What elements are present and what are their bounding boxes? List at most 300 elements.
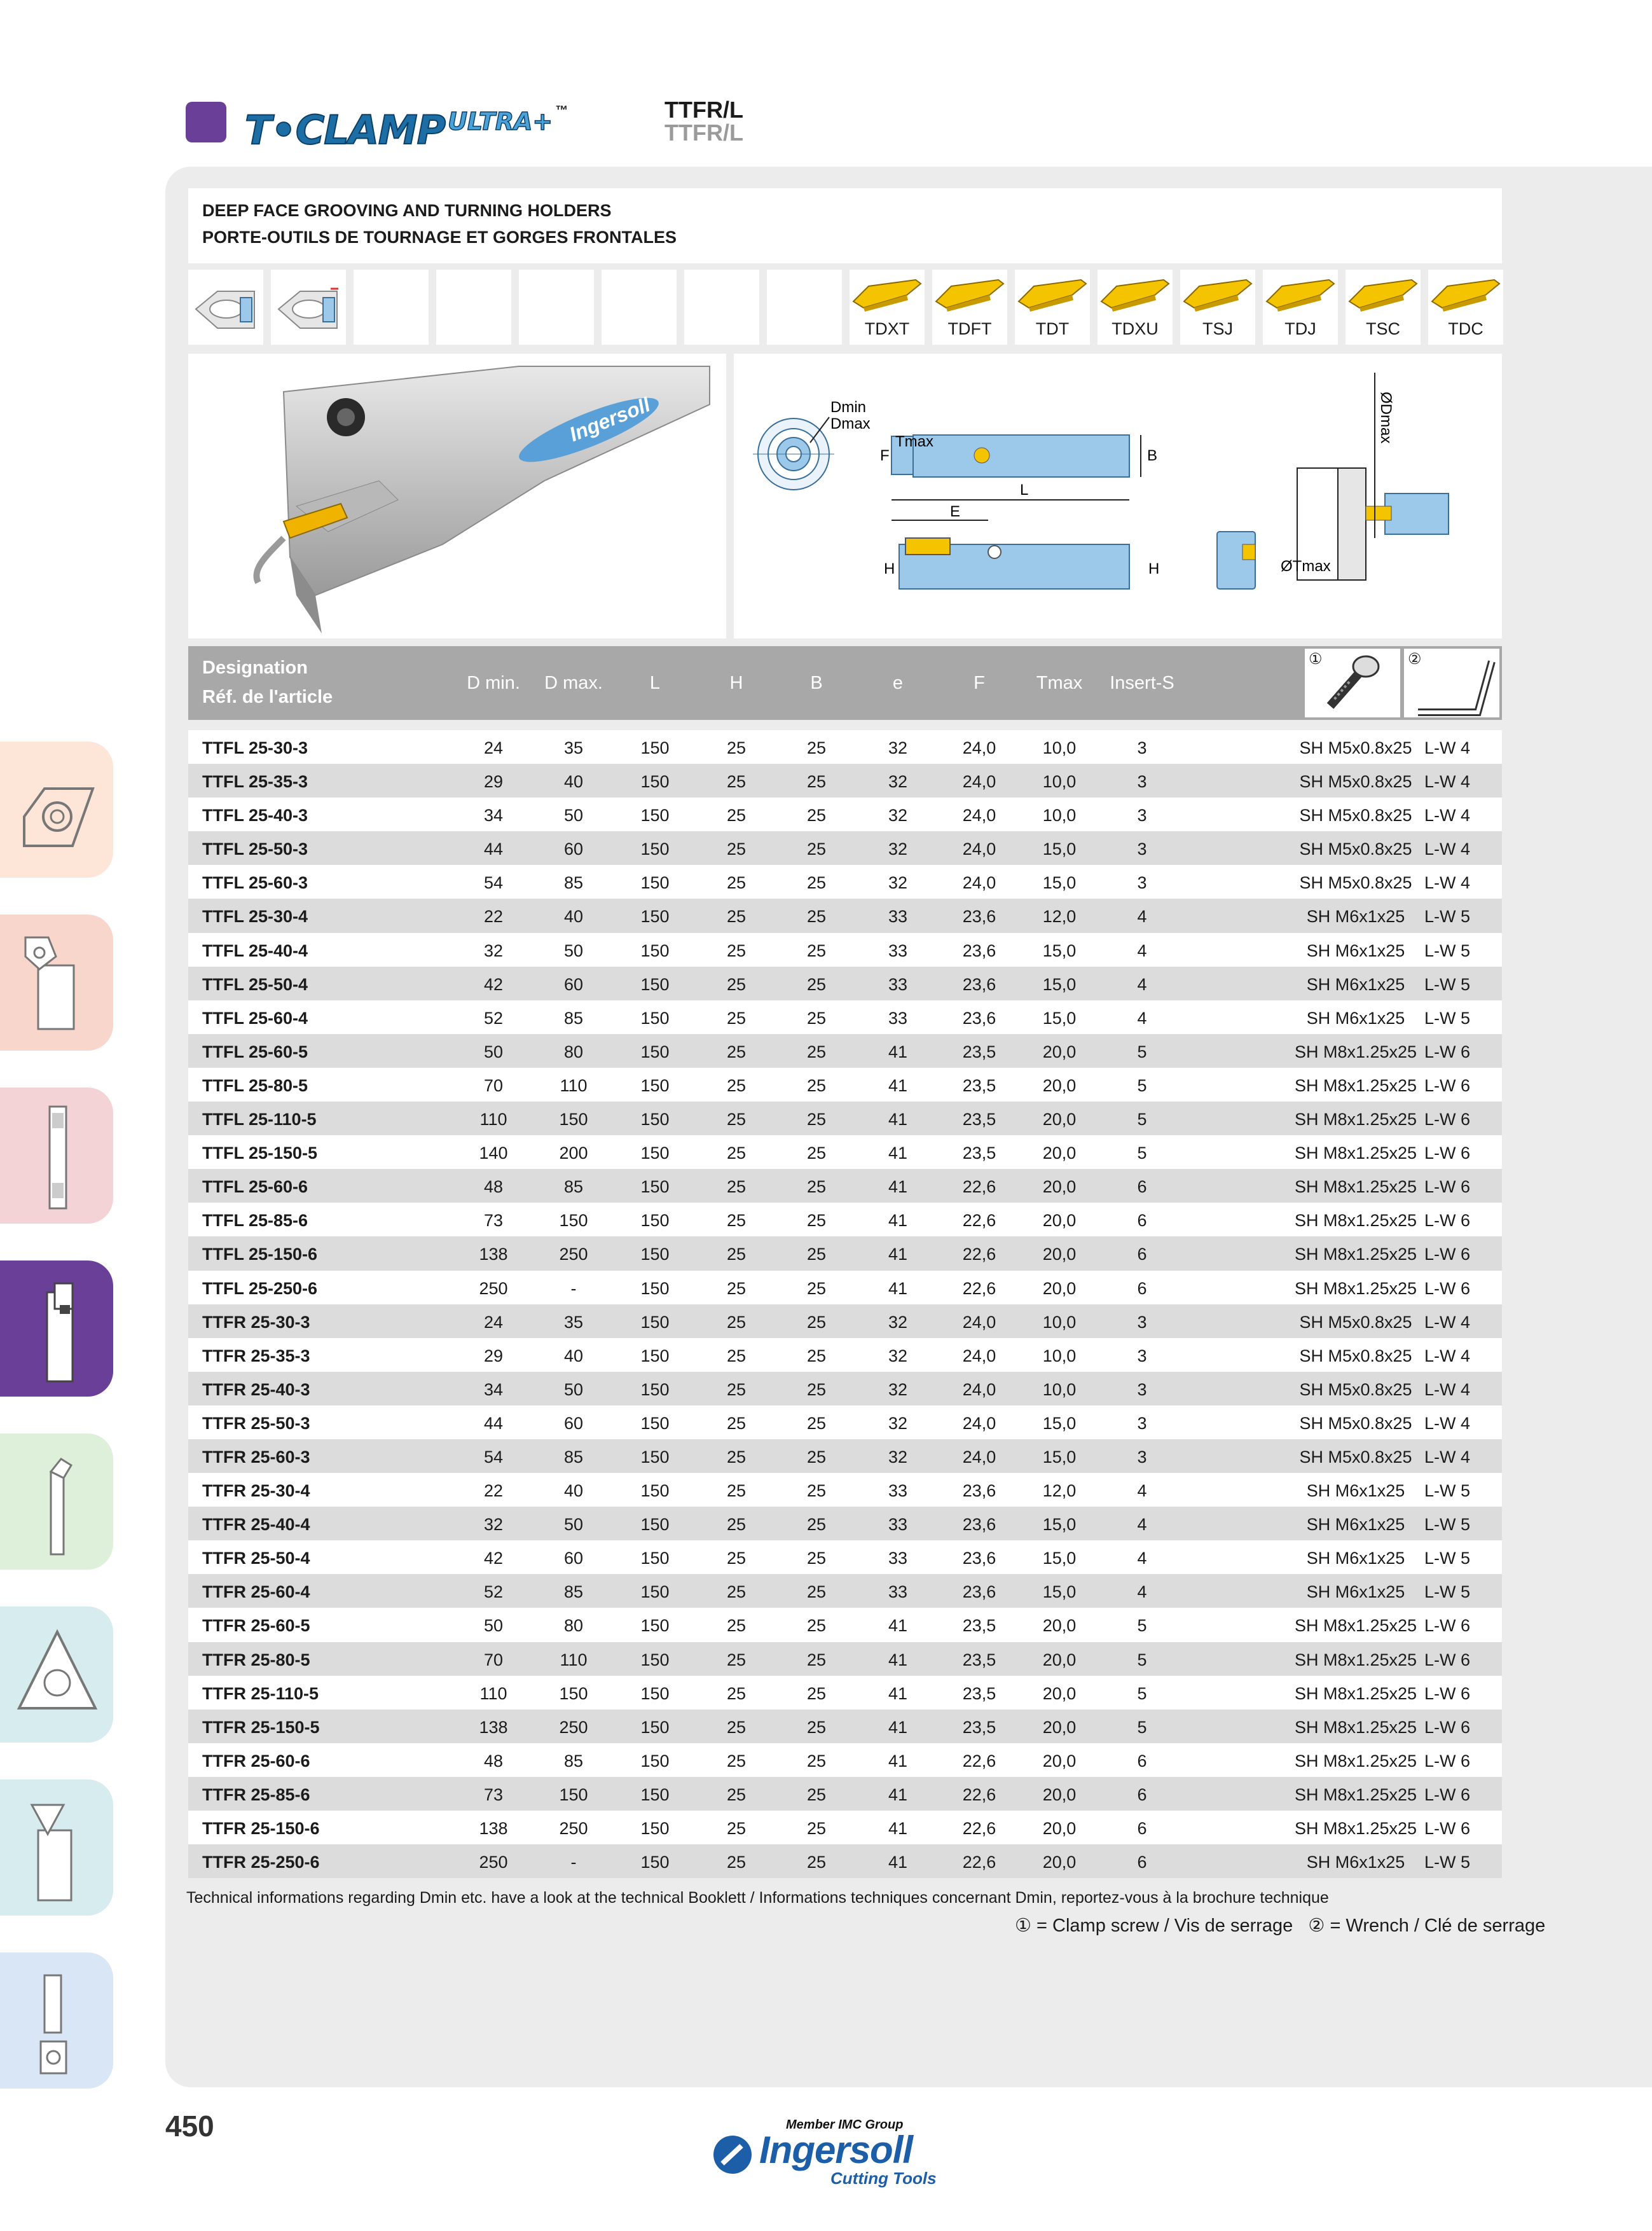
column-header: e <box>892 673 904 693</box>
title-english: DEEP FACE GROOVING AND TURNING HOLDERS <box>202 201 612 220</box>
cell-tmax: 20,0 <box>1042 1650 1077 1669</box>
cell-clamp-screw: SH M8x1.25x25 <box>1294 1683 1417 1703</box>
cell-h: 25 <box>726 941 747 960</box>
cell-h: 25 <box>726 839 747 859</box>
cell-d-max: 250 <box>559 1245 588 1264</box>
cell-tmax: 20,0 <box>1042 1751 1077 1771</box>
product-code-line1: TTFR/L <box>664 97 743 123</box>
table-row <box>188 764 1502 798</box>
cell-designation: TTFR 25-35-3 <box>202 1346 310 1365</box>
cell-l: 150 <box>640 1008 670 1028</box>
wrench-header <box>1404 649 1499 717</box>
cell-d-max: 85 <box>563 1447 584 1467</box>
blank-cell <box>767 270 842 345</box>
cell-wrench: L-W 6 <box>1424 1042 1471 1061</box>
tab-parting-blades[interactable] <box>0 1088 113 1224</box>
tab-threading-inserts[interactable] <box>0 1606 113 1743</box>
cell-insert-s: 6 <box>1137 1819 1147 1838</box>
cell-l: 150 <box>640 1075 670 1095</box>
table-row <box>188 1068 1502 1102</box>
cell-f: 22,6 <box>962 1278 996 1298</box>
product-photo <box>188 354 726 639</box>
cell-clamp-screw: SH M8x1.25x25 <box>1294 1143 1417 1163</box>
cell-f: 24,0 <box>962 772 996 792</box>
table-row <box>188 967 1502 1000</box>
cell-tmax: 15,0 <box>1042 1413 1077 1433</box>
cell-insert-s: 5 <box>1137 1143 1147 1163</box>
milling-tool-icon <box>0 1952 113 2089</box>
column-header: B <box>810 673 823 693</box>
insert-type-tdxt[interactable] <box>850 270 925 345</box>
table-row <box>188 1777 1502 1811</box>
cell-clamp-screw: SH M8x1.25x25 <box>1294 1278 1417 1298</box>
table-row <box>188 1608 1502 1641</box>
insert-type-tsj[interactable] <box>1180 270 1255 345</box>
cell-wrench: L-W 6 <box>1424 1751 1471 1771</box>
table-row <box>188 1304 1502 1338</box>
threading-insert-icon <box>0 1606 113 1743</box>
cell-l: 150 <box>640 1042 670 1061</box>
cell-b: 25 <box>806 1143 827 1163</box>
insert-shape-icon <box>1098 270 1173 321</box>
cell-e: 32 <box>888 772 908 792</box>
cell-insert-s: 6 <box>1137 1177 1147 1197</box>
label-od-max: ØDmax <box>1377 392 1394 444</box>
cell-e: 33 <box>888 1008 908 1028</box>
cell-clamp-screw: SH M8x1.25x25 <box>1294 1785 1417 1804</box>
tab-milling[interactable] <box>0 1952 113 2089</box>
header-designation: Designation <box>202 658 308 678</box>
cell-tmax: 15,0 <box>1042 1447 1077 1467</box>
cell-l: 150 <box>640 1549 670 1568</box>
cell-h: 25 <box>726 1582 747 1602</box>
cell-e: 33 <box>888 974 908 994</box>
blank-cell <box>684 270 759 345</box>
cell-wrench: L-W 6 <box>1424 1683 1471 1703</box>
cell-d-max: 60 <box>563 1549 584 1568</box>
cell-insert-s: 3 <box>1137 1413 1147 1433</box>
cell-e: 32 <box>888 1413 908 1433</box>
cell-insert-s: 4 <box>1137 1549 1147 1568</box>
cell-h: 25 <box>726 1143 747 1163</box>
insert-type-tdc[interactable] <box>1428 270 1503 345</box>
column-header: H <box>729 673 743 693</box>
cell-l: 150 <box>640 1751 670 1771</box>
column-header: L <box>649 673 661 693</box>
cell-b: 25 <box>806 1278 827 1298</box>
cell-wrench: L-W 4 <box>1424 1346 1471 1365</box>
cell-tmax: 10,0 <box>1042 1312 1077 1332</box>
dimension-drawing <box>734 354 1502 639</box>
cell-tmax: 20,0 <box>1042 1177 1077 1197</box>
cell-l: 150 <box>640 1582 670 1602</box>
cell-insert-s: 6 <box>1137 1245 1147 1264</box>
table-row <box>188 1236 1502 1270</box>
insert-shape-icon <box>1015 270 1090 321</box>
cell-d-min: 52 <box>483 1008 504 1028</box>
cell-f: 24,0 <box>962 738 996 757</box>
cell-wrench: L-W 6 <box>1424 1650 1471 1669</box>
cell-tmax: 15,0 <box>1042 941 1077 960</box>
cell-clamp-screw: SH M8x1.25x25 <box>1294 1110 1417 1129</box>
product-code-line2: TTFR/L <box>664 120 743 146</box>
logo-name: Ingersoll <box>759 2129 913 2171</box>
cell-tmax: 15,0 <box>1042 1008 1077 1028</box>
cell-d-max: 85 <box>563 1177 584 1197</box>
cell-clamp-screw: SH M8x1.25x25 <box>1294 1717 1417 1737</box>
table-row <box>188 1271 1502 1304</box>
technical-note: Technical informations regarding Dmin etc. have a look at the technical Booklett / Informations techniques concernant Dmin, reportez-vous à la brochure technique <box>186 1889 1329 1907</box>
cell-h: 25 <box>726 1616 747 1636</box>
cell-designation: TTFL 25-60-4 <box>202 1008 308 1028</box>
cell-f: 22,6 <box>962 1819 996 1838</box>
blank-cell <box>602 270 677 345</box>
cell-d-max: 150 <box>559 1683 588 1703</box>
cell-f: 23,6 <box>962 1515 996 1535</box>
cell-b: 25 <box>806 1245 827 1264</box>
cell-f: 23,6 <box>962 1582 996 1602</box>
cell-insert-s: 3 <box>1137 738 1147 757</box>
insert-label: TDXU <box>1112 319 1159 338</box>
cell-wrench: L-W 4 <box>1424 1413 1471 1433</box>
cell-e: 41 <box>888 1650 908 1669</box>
cell-wrench: L-W 6 <box>1424 1110 1471 1129</box>
cell-wrench: L-W 4 <box>1424 1447 1471 1467</box>
table-row <box>188 1574 1502 1608</box>
cell-insert-s: 3 <box>1137 873 1147 893</box>
insert-type-tdt[interactable] <box>1015 270 1090 345</box>
cell-d-min: 50 <box>483 1616 504 1636</box>
cell-e: 33 <box>888 1549 908 1568</box>
cell-l: 150 <box>640 1616 670 1636</box>
cell-d-min: 32 <box>483 941 504 960</box>
cell-designation: TTFR 25-250-6 <box>202 1853 320 1872</box>
cell-d-max: 110 <box>560 1650 588 1669</box>
table-row <box>188 1203 1502 1236</box>
insert-label: TDFT <box>947 319 992 338</box>
cell-b: 25 <box>806 772 827 792</box>
cell-f: 24,0 <box>962 839 996 859</box>
tab-turning-inserts[interactable] <box>0 742 113 878</box>
cell-insert-s: 5 <box>1137 1042 1147 1061</box>
cell-clamp-screw: SH M8x1.25x25 <box>1294 1042 1417 1061</box>
cell-d-max: 60 <box>563 974 584 994</box>
cell-designation: TTFL 25-40-4 <box>202 941 308 960</box>
cell-wrench: L-W 5 <box>1424 1515 1471 1535</box>
cell-b: 25 <box>806 1549 827 1568</box>
label-e: E <box>950 503 961 520</box>
cell-e: 41 <box>888 1616 908 1636</box>
label-dmin: Dmin <box>830 399 867 416</box>
cell-d-min: 138 <box>479 1819 508 1838</box>
cell-b: 25 <box>806 1515 827 1535</box>
cell-insert-s: 5 <box>1137 1650 1147 1669</box>
cell-d-min: 110 <box>479 1110 507 1129</box>
cell-insert-s: 5 <box>1137 1683 1147 1703</box>
cell-clamp-screw: SH M8x1.25x25 <box>1294 1245 1417 1264</box>
label-f: F <box>880 447 890 464</box>
cell-d-min: 24 <box>483 1312 504 1332</box>
cell-tmax: 15,0 <box>1042 1515 1077 1535</box>
cell-b: 25 <box>806 1110 827 1129</box>
cell-d-max: 35 <box>563 738 584 757</box>
cell-d-min: 44 <box>483 839 504 859</box>
table-row <box>188 831 1502 865</box>
cell-l: 150 <box>640 1413 670 1433</box>
insert-type-tdft[interactable] <box>932 270 1007 345</box>
cell-b: 25 <box>806 1177 827 1197</box>
cell-insert-s: 6 <box>1137 1211 1147 1231</box>
cell-f: 23,5 <box>962 1042 996 1061</box>
accessory-legend: ① = Clamp screw / Vis de serrage ② = Wrench / Clé de serrage <box>1015 1916 1546 1936</box>
cell-clamp-screw: SH M8x1.25x25 <box>1294 1650 1417 1669</box>
cell-tmax: 20,0 <box>1042 1278 1077 1298</box>
tab-turning-holders[interactable] <box>0 915 113 1051</box>
cell-designation: TTFL 25-50-3 <box>202 839 308 859</box>
cell-clamp-screw: SH M5x0.8x25 <box>1299 1447 1412 1467</box>
cell-b: 25 <box>806 806 827 825</box>
cell-l: 150 <box>640 1683 670 1703</box>
table-row <box>188 1642 1502 1676</box>
cell-insert-s: 4 <box>1137 907 1147 927</box>
cell-h: 25 <box>726 1075 747 1095</box>
cell-tmax: 10,0 <box>1042 738 1077 757</box>
cell-clamp-screw: SH M6x1x25 <box>1306 974 1405 994</box>
title-box <box>188 188 1502 263</box>
insert-type-tsc[interactable] <box>1346 270 1421 345</box>
cell-l: 150 <box>640 1278 670 1298</box>
cell-l: 150 <box>640 974 670 994</box>
table-row <box>188 899 1502 932</box>
cell-e: 41 <box>888 1785 908 1804</box>
tab-boring[interactable] <box>0 1433 113 1570</box>
blank-cell <box>436 270 511 345</box>
blade-icon <box>0 1088 113 1224</box>
insert-label: TDC <box>1448 319 1483 338</box>
cell-designation: TTFR 25-80-5 <box>202 1650 310 1669</box>
cell-b: 25 <box>806 1616 827 1636</box>
cell-insert-s: 6 <box>1137 1785 1147 1804</box>
cell-wrench: L-W 6 <box>1424 1211 1471 1231</box>
cell-f: 23,5 <box>962 1683 996 1703</box>
label-h-right: H <box>1148 560 1160 577</box>
cell-d-min: 22 <box>483 907 504 927</box>
cell-d-max: 150 <box>559 1785 588 1804</box>
cell-designation: TTFL 25-40-3 <box>202 806 308 825</box>
cell-designation: TTFR 25-40-3 <box>202 1379 310 1399</box>
cell-d-max: 80 <box>563 1616 584 1636</box>
cell-d-min: 42 <box>483 974 504 994</box>
cell-wrench: L-W 5 <box>1424 941 1471 960</box>
cell-b: 25 <box>806 1413 827 1433</box>
cell-b: 25 <box>806 1650 827 1669</box>
insert-shape-icon <box>1346 270 1421 321</box>
cell-clamp-screw: SH M6x1x25 <box>1306 1008 1405 1028</box>
holder-photo-illustration <box>188 354 726 639</box>
cell-d-max: 200 <box>559 1143 588 1163</box>
cell-wrench: L-W 5 <box>1424 1481 1471 1501</box>
clamp-screw-header <box>1305 649 1400 717</box>
cell-wrench: L-W 4 <box>1424 772 1471 792</box>
cell-d-max: 80 <box>563 1042 584 1061</box>
tab-grooving-active[interactable] <box>0 1261 113 1397</box>
cell-d-min: 70 <box>483 1075 504 1095</box>
cell-b: 25 <box>806 1481 827 1501</box>
cell-e: 32 <box>888 1379 908 1399</box>
column-header: D max. <box>544 673 603 693</box>
cell-designation: TTFL 25-150-5 <box>202 1143 318 1163</box>
cell-clamp-screw: SH M8x1.25x25 <box>1294 1616 1417 1636</box>
cell-h: 25 <box>726 1717 747 1737</box>
cell-h: 25 <box>726 1042 747 1061</box>
face-turning-icon <box>271 270 346 345</box>
cell-h: 25 <box>726 873 747 893</box>
cell-h: 25 <box>726 1650 747 1669</box>
label-tmax: Tmax <box>895 433 933 450</box>
cell-d-min: 24 <box>483 738 504 757</box>
cell-designation: TTFR 25-150-6 <box>202 1819 320 1838</box>
cell-insert-s: 5 <box>1137 1075 1147 1095</box>
cell-d-max: 60 <box>563 1413 584 1433</box>
cell-d-min: 32 <box>483 1515 504 1535</box>
table-row <box>188 1811 1502 1844</box>
cell-e: 41 <box>888 1853 908 1872</box>
cell-clamp-screw: SH M8x1.25x25 <box>1294 1819 1417 1838</box>
cell-f: 23,6 <box>962 907 996 927</box>
boring-bar-icon <box>0 1433 113 1570</box>
label-l: L <box>1020 481 1029 499</box>
cell-e: 32 <box>888 1312 908 1332</box>
cell-e: 41 <box>888 1683 908 1703</box>
table-row <box>188 1338 1502 1372</box>
cell-tmax: 15,0 <box>1042 1582 1077 1602</box>
cell-d-max: 40 <box>563 907 584 927</box>
cell-h: 25 <box>726 1481 747 1501</box>
table-row <box>188 865 1502 899</box>
cell-d-min: 44 <box>483 1413 504 1433</box>
cell-b: 25 <box>806 1312 827 1332</box>
cell-e: 41 <box>888 1819 908 1838</box>
insert-shape-icon <box>850 270 925 321</box>
cell-b: 25 <box>806 1075 827 1095</box>
cell-tmax: 20,0 <box>1042 1819 1077 1838</box>
product-code <box>664 99 743 144</box>
label-ot-max: ØTmax <box>1281 558 1331 575</box>
table-row <box>188 798 1502 831</box>
cell-e: 41 <box>888 1751 908 1771</box>
cell-f: 22,6 <box>962 1751 996 1771</box>
cell-clamp-screw: SH M8x1.25x25 <box>1294 1751 1417 1771</box>
cell-d-max: 250 <box>559 1819 588 1838</box>
cell-l: 150 <box>640 1785 670 1804</box>
cell-e: 33 <box>888 1515 908 1535</box>
cell-h: 25 <box>726 1110 747 1129</box>
cell-tmax: 20,0 <box>1042 1075 1077 1095</box>
cell-designation: TTFR 25-60-4 <box>202 1582 310 1602</box>
cell-d-min: 52 <box>483 1582 504 1602</box>
cell-f: 23,5 <box>962 1717 996 1737</box>
cell-d-max: 40 <box>563 772 584 792</box>
cell-h: 25 <box>726 1683 747 1703</box>
cell-wrench: L-W 4 <box>1424 806 1471 825</box>
cell-d-min: 54 <box>483 1447 504 1467</box>
tab-threading-holders[interactable] <box>0 1779 113 1916</box>
cell-l: 150 <box>640 1717 670 1737</box>
cell-designation: TTFR 25-60-5 <box>202 1616 310 1636</box>
cell-clamp-screw: SH M6x1x25 <box>1306 1549 1405 1568</box>
cell-l: 150 <box>640 1110 670 1129</box>
cell-b: 25 <box>806 1785 827 1804</box>
cell-designation: TTFR 25-30-4 <box>202 1481 310 1501</box>
cell-designation: TTFL 25-60-3 <box>202 873 308 893</box>
cell-h: 25 <box>726 1346 747 1365</box>
cell-insert-s: 3 <box>1137 1312 1147 1332</box>
cell-e: 32 <box>888 738 908 757</box>
cell-d-min: 34 <box>483 1379 504 1399</box>
cell-l: 150 <box>640 873 670 893</box>
ingersoll-logo <box>710 2118 983 2188</box>
cell-l: 150 <box>640 738 670 757</box>
insert-label: TSJ <box>1202 319 1233 338</box>
cell-clamp-screw: SH M6x1x25 <box>1306 941 1405 960</box>
cell-h: 25 <box>726 974 747 994</box>
cell-f: 23,6 <box>962 941 996 960</box>
insert-label: TDJ <box>1284 319 1316 338</box>
cell-designation: TTFL 25-30-3 <box>202 738 308 757</box>
cell-designation: TTFR 25-85-6 <box>202 1785 310 1804</box>
cell-clamp-screw: SH M8x1.25x25 <box>1294 1211 1417 1231</box>
page-number: 450 <box>165 2110 214 2143</box>
cell-h: 25 <box>726 1785 747 1804</box>
cell-designation: TTFR 25-50-4 <box>202 1549 310 1568</box>
cell-tmax: 20,0 <box>1042 1110 1077 1129</box>
cell-h: 25 <box>726 1853 747 1872</box>
table-body <box>188 730 1502 1878</box>
cell-e: 41 <box>888 1278 908 1298</box>
cell-b: 25 <box>806 1751 827 1771</box>
insert-type-tdj[interactable] <box>1263 270 1338 345</box>
cell-d-min: 29 <box>483 772 504 792</box>
cell-b: 25 <box>806 1683 827 1703</box>
cell-tmax: 20,0 <box>1042 1211 1077 1231</box>
cell-d-min: 48 <box>483 1177 504 1197</box>
brand-main: T•CLAMP <box>245 107 446 153</box>
cell-designation: TTFL 25-50-4 <box>202 974 308 994</box>
cell-tmax: 20,0 <box>1042 1683 1077 1703</box>
cell-h: 25 <box>726 1751 747 1771</box>
cell-clamp-screw: SH M5x0.8x25 <box>1299 772 1412 792</box>
cell-tmax: 20,0 <box>1042 1143 1077 1163</box>
cell-designation: TTFL 25-250-6 <box>202 1278 318 1298</box>
cell-f: 23,6 <box>962 974 996 994</box>
cell-l: 150 <box>640 1211 670 1231</box>
cell-h: 25 <box>726 1312 747 1332</box>
cell-b: 25 <box>806 839 827 859</box>
table-row <box>188 1710 1502 1743</box>
cell-tmax: 20,0 <box>1042 1042 1077 1061</box>
cell-l: 150 <box>640 1346 670 1365</box>
cell-d-min: 22 <box>483 1481 504 1501</box>
table-row <box>188 1406 1502 1439</box>
brand-logo <box>245 102 568 153</box>
insert-label: TDXT <box>864 319 910 338</box>
table-header <box>188 646 1502 720</box>
insert-type-tdxu[interactable] <box>1098 270 1173 345</box>
marker-1: ① <box>1309 651 1323 668</box>
cell-l: 150 <box>640 772 670 792</box>
grooving-holder-icon <box>0 1261 113 1397</box>
cell-wrench: L-W 5 <box>1424 1853 1471 1872</box>
